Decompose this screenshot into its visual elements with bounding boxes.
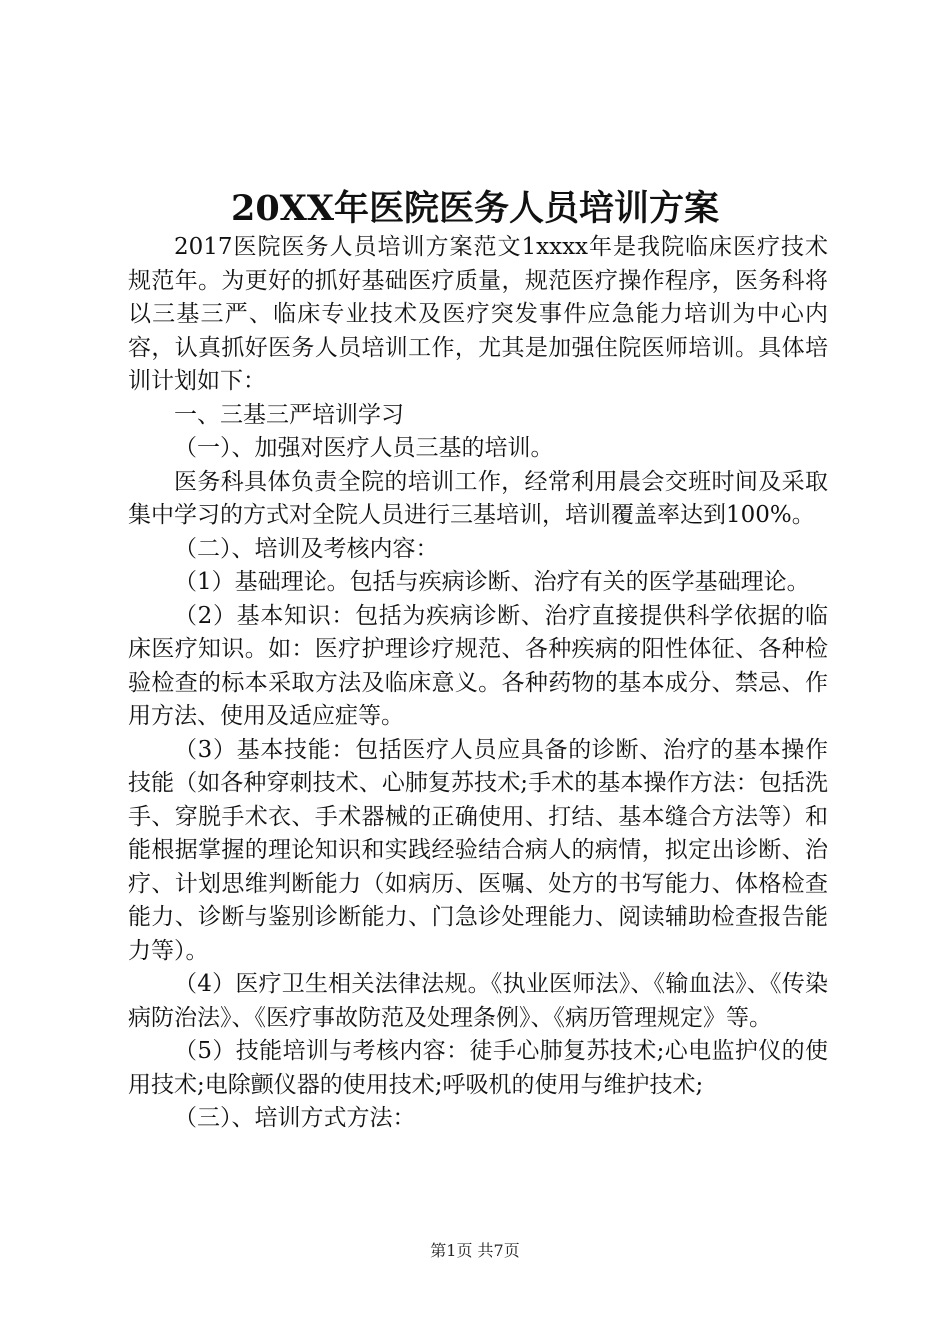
paragraph-item-1: （1）基础理论。包括与疾病诊断、治疗有关的医学基础理论。 (174, 569, 810, 595)
paragraph-item-4: （4）医疗卫生相关法律法规。《执业医师法》、《输血法》、《传染病防治法》、《医疗事故防范及处理条例》、《病历管理规定》等。 (128, 971, 828, 1031)
paragraph-training-scope: 医务科具体负责全院的培训工作，经常利用晨会交班时间及采取集中学习的方式对全院人员进行三基培训，培训覆盖率达到100%。 (128, 468, 828, 528)
heading-section-1: 一、三基三严培训学习 (174, 401, 404, 428)
subheading-2: （二）、培训及考核内容： (174, 535, 439, 562)
document-body (128, 231, 828, 1136)
subheading-1: （一）、加强对医疗人员三基的培训。 (174, 435, 554, 461)
paragraph-item-3: （3）基本技能：包括医疗人员应具备的诊断、治疗的基本操作技能（如各种穿刺技术、心肺复苏技术;手术的基本操作方法：包括洗手、穿脱手术衣、手术器械的正确使用、打结、基本缝合方法等）和能根据掌握的理论知识和实践经验结合病人的病情，拟定出诊断、治疗、计划思维判断能力（如病历、医嘱、处方的书写能力、体格检查能力、诊断与鉴别诊断能力、门急诊处理能力、阅读辅助检查报告能力等）。 (128, 736, 828, 964)
subheading-3: （三）、培训方式方法： (174, 1105, 416, 1131)
page-footer: 第1页 共7页 (430, 1241, 520, 1260)
paragraph-item-2: （2）基本知识：包括为疾病诊断、治疗直接提供科学依据的临床医疗知识。如：医疗护理诊疗规范、各种疾病的阳性体征、各种检验检查的标本采取方法及临床意义。各种药物的基本成分、禁忌、作用方法、使用及适应症等。 (128, 602, 828, 729)
paragraph-item-5: （5）技能培训与考核内容：徒手心肺复苏技术;心电监护仪的使用技术;电除颤仪器的使用技术;呼吸机的使用与维护技术; (128, 1038, 828, 1098)
paragraph-intro: 2017医院医务人员培训方案范文1xxxx年是我院临床医疗技术规范年。为更好的抓好基础医疗质量，规范医疗操作程序，医务科将以三基三严、临床专业技术及医疗突发事件应急能力培训为中心内容，认真抓好医务人员培训工作，尤其是加强住院医师培训。具体培训计划如下： (128, 234, 828, 394)
document-title: 20XX年医院医务人员培训方案 (230, 188, 720, 229)
